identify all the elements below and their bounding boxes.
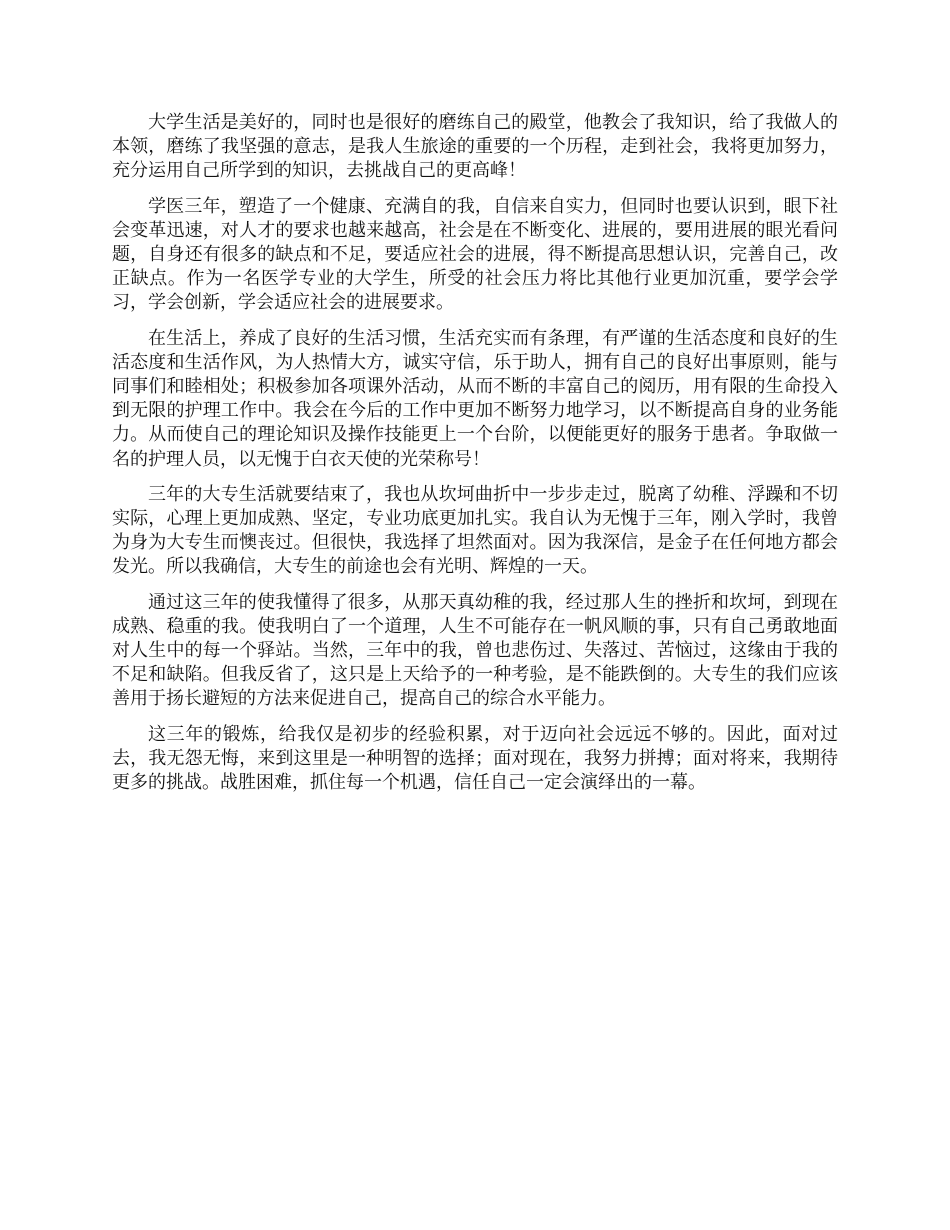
paragraph-5: 通过这三年的使我懂得了很多，从那天真幼稚的我，经过那人生的挫折和坎坷，到现在成熟、稳重的我。使我明白了一个道理，人生不可能存在一帆风顺的事，只有自己勇敢地面对人生中的每一个驿站。当然，三年中的我，曾也悲伤过、失落过、苦恼过，这缘由于我的不足和缺陷。但我反省了，这只是上天给予的一种考验，是不能跌倒的。大专生的我们应该善用于扬长避短的方法来促进自己，提高自己的综合水平能力。 [112, 591, 838, 710]
paragraph-1: 大学生活是美好的，同时也是很好的磨练自己的殿堂，他教会了我知识，给了我做人的本领，磨练了我坚强的意志，是我人生旅途的重要的一个历程，走到社会，我将更加努力，充分运用自己所学到的知识，去挑战自己的更高峰！ [112, 112, 838, 182]
paragraph-6: 这三年的锻炼，给我仅是初步的经验积累，对于迈向社会远远不够的。因此，面对过去，我无怨无悔，来到这里是一种明智的选择；面对现在，我努力拼搏；面对将来，我期待更多的挑战。战胜困难，抓住每一个机遇，信任自己一定会演绎出的一幕。 [112, 723, 838, 794]
document-body [112, 111, 838, 806]
paragraph-4: 三年的大专生活就要结束了，我也从坎坷曲折中一步步走过，脱离了幼稚、浮躁和不切实际，心理上更加成熟、坚定，专业功底更加扎实。我自认为无愧于三年，刚入学时，我曾为身为大专生而懊丧过。但很快，我选择了坦然面对。因为我深信，是金子在任何地方都会发光。所以我确信，大专生的前途也会有光明、辉煌的一天。 [112, 483, 838, 578]
paragraph-2: 学医三年，塑造了一个健康、充满自的我，自信来自实力，但同时也要认识到，眼下社会变革迅速，对人才的要求也越来越高，社会是在不断变化、进展的，要用进展的眼光看问题，自身还有很多的缺点和不足，要适应社会的进展，得不断提高思想认识，完善自己，改正缺点。作为一名医学专业的大学生，所受的社会压力将比其他行业更加沉重，要学会学习，学会创新，学会适应社会的进展要求。 [112, 195, 838, 314]
paragraph-3: 在生活上，养成了良好的生活习惯，生活充实而有条理，有严谨的生活态度和良好的生活态度和生活作风，为人热情大方，诚实守信，乐于助人，拥有自己的良好出事原则，能与同事们和睦相处；积极参加各项课外活动，从而不断的丰富自己的阅历，用有限的生命投入到无限的护理工作中。我会在今后的工作中更加不断努力地学习，以不断提高自身的业务能力。从而使自己的理论知识及操作技能更上一个台阶，以便能更好的服务于患者。争取做一名的护理人员，以无愧于白衣天使的光荣称号！ [112, 327, 838, 470]
